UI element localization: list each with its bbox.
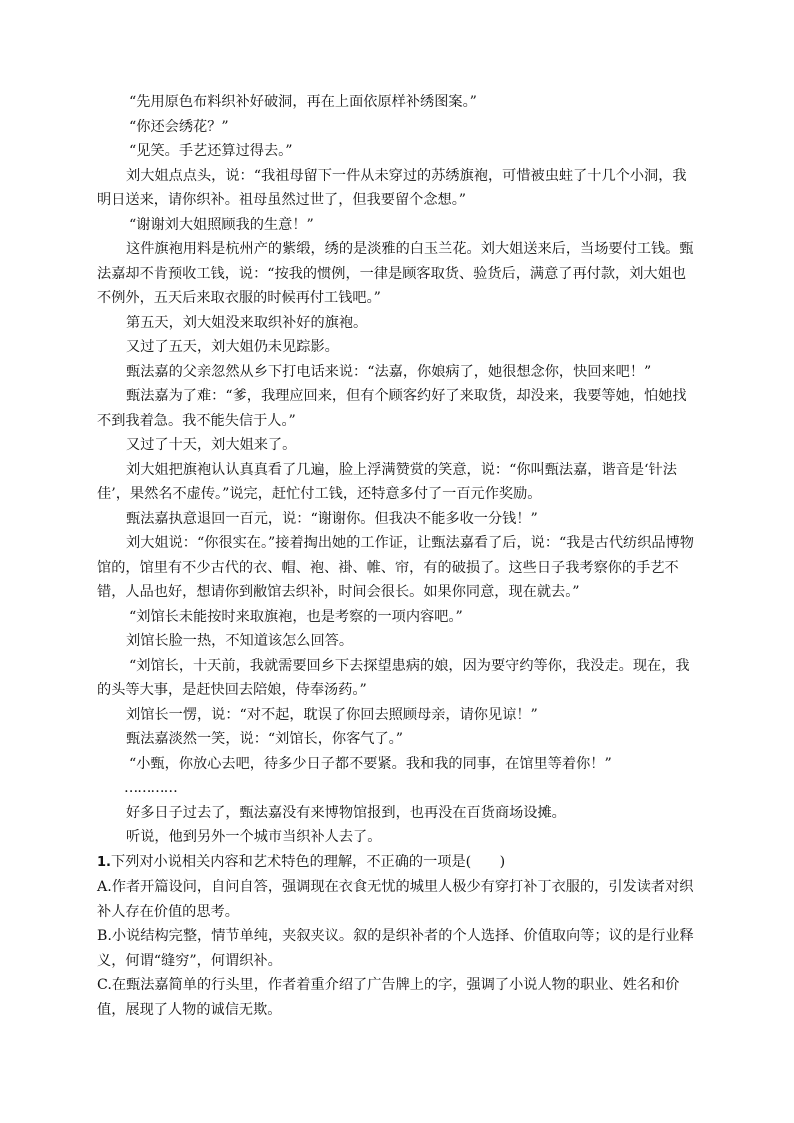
paragraph: “见笑。手艺还算过得去。” xyxy=(129,143,293,159)
paragraph: 甄法嘉执意退回一百元，说：“谢谢你。但我决不能多收一分钱！” xyxy=(126,510,538,527)
paragraph: 刘馆长脸一热，不知道该怎么回答。 xyxy=(126,633,354,649)
paragraph: 刘馆长一愣，说：“对不起，耽误了你回去照顾母亲，请你见谅！” xyxy=(126,706,538,723)
ellipsis-divider: ………… xyxy=(124,780,177,796)
paragraph: “谢谢刘大姐照顾我的生意！” xyxy=(129,216,314,233)
paragraph: 又过了十天，刘大姐来了。 xyxy=(126,437,297,453)
paragraph: 第五天，刘大姐没来取织补好的旗袍。 xyxy=(126,314,368,331)
option-c: C.在甄法嘉简单的行头里，作者着重介绍了广告牌上的字，强调了小说人物的职业、姓名和价值，展现了人物的诚信无欺。 xyxy=(97,977,680,1018)
paragraph: 刘大姐说：“你很实在。”接着掏出她的工作证，让甄法嘉看了后，说：“我是古代纺织品博物馆的，馆里有不少古代的衣、帽、袍、褂、帷、帘，有的破损了。这些日子我考察你的手艺不错，人品也好，想请你到敝馆去织补，时间会很长。如果你同意，现在就去。” xyxy=(97,535,694,600)
paragraph: 甄法嘉为了难：“爹，我理应回来，但有个顾客约好了来取货，却没来，我要等她，怕她找不到我着急。我不能失信于人。” xyxy=(97,388,687,429)
closing-paragraph: 好多日子过去了，甄法嘉没有来博物馆报到，也再没在百货商场设摊。 xyxy=(126,804,566,821)
option-a: A.作者开篇设问，自问自答，强调现在衣食无忧的城里人极少有穿打补丁衣服的，引发读者对织补人存在价值的思考。 xyxy=(97,879,694,920)
paragraph: 甄法嘉淡然一笑，说：“刘馆长，你客气了。” xyxy=(126,731,403,747)
closing-paragraph: 听说，他到另外一个城市当织补人去了。 xyxy=(126,829,382,845)
question-number: 1. xyxy=(97,854,111,870)
question-text: 下列对小说相关内容和艺术特色的理解，不正确的一项是( ) xyxy=(110,853,506,870)
option-b: B.小说结构完整，情节单纯，夹叙夹议。叙的是织补者的个人选择、价值取向等；议的是行业释义，何谓“缝穷”，何谓织补。 xyxy=(97,928,694,969)
paragraph: “刘馆长，十天前，我就需要回乡下去探望患病的娘，因为要守约等你，我没走。现在，我的头等大事，是赶快回去陪娘，侍奉汤药。” xyxy=(97,657,690,698)
paragraph: 这件旗袍用料是杭州产的紫缎，绣的是淡雅的白玉兰花。刘大姐送来后，当场要付工钱。甄法嘉却不肯预收工钱，说：“按我的惯例，一律是顾客取货、验货后，满意了再付款，刘大姐也不例外，五天后来取衣服的时候再付工钱吧。” xyxy=(97,241,694,306)
paragraph: “你还会绣花？” xyxy=(129,118,229,135)
paragraph: 刘大姐把旗袍认认真真看了几遍，脸上浮满赞赏的笑意，说：“你叫甄法嘉，谐音是‘针法佳’，果然名不虚传。”说完，赶忙付工钱，还特意多付了一百元作奖励。 xyxy=(97,461,677,502)
question-block xyxy=(97,850,697,1023)
paragraph: 刘大姐点点头，说：“我祖母留下一件从未穿过的苏绣旗袍，可惜被虫蛀了十几个小洞，我明日送来，请你织补。祖母虽然过世了，但我要留个念想。” xyxy=(97,167,687,208)
paragraph: “小甄，你放心去吧，待多少日子都不要紧。我和我的同事，在馆里等着你！” xyxy=(129,755,612,772)
paragraph: “刘馆长未能按时来取旗袍，也是考察的一项内容吧。” xyxy=(129,608,463,625)
paragraph: 又过了五天，刘大姐仍未见踪影。 xyxy=(126,339,339,355)
paragraph: 甄法嘉的父亲忽然从乡下打电话来说：“法嘉，你娘病了，她很想念你，快回来吧！” xyxy=(126,363,652,380)
paragraph: “先用原色布料织补好破洞，再在上面依原样补绣图案。” xyxy=(129,94,477,110)
article-body xyxy=(97,90,697,1022)
question-stem xyxy=(97,850,697,876)
